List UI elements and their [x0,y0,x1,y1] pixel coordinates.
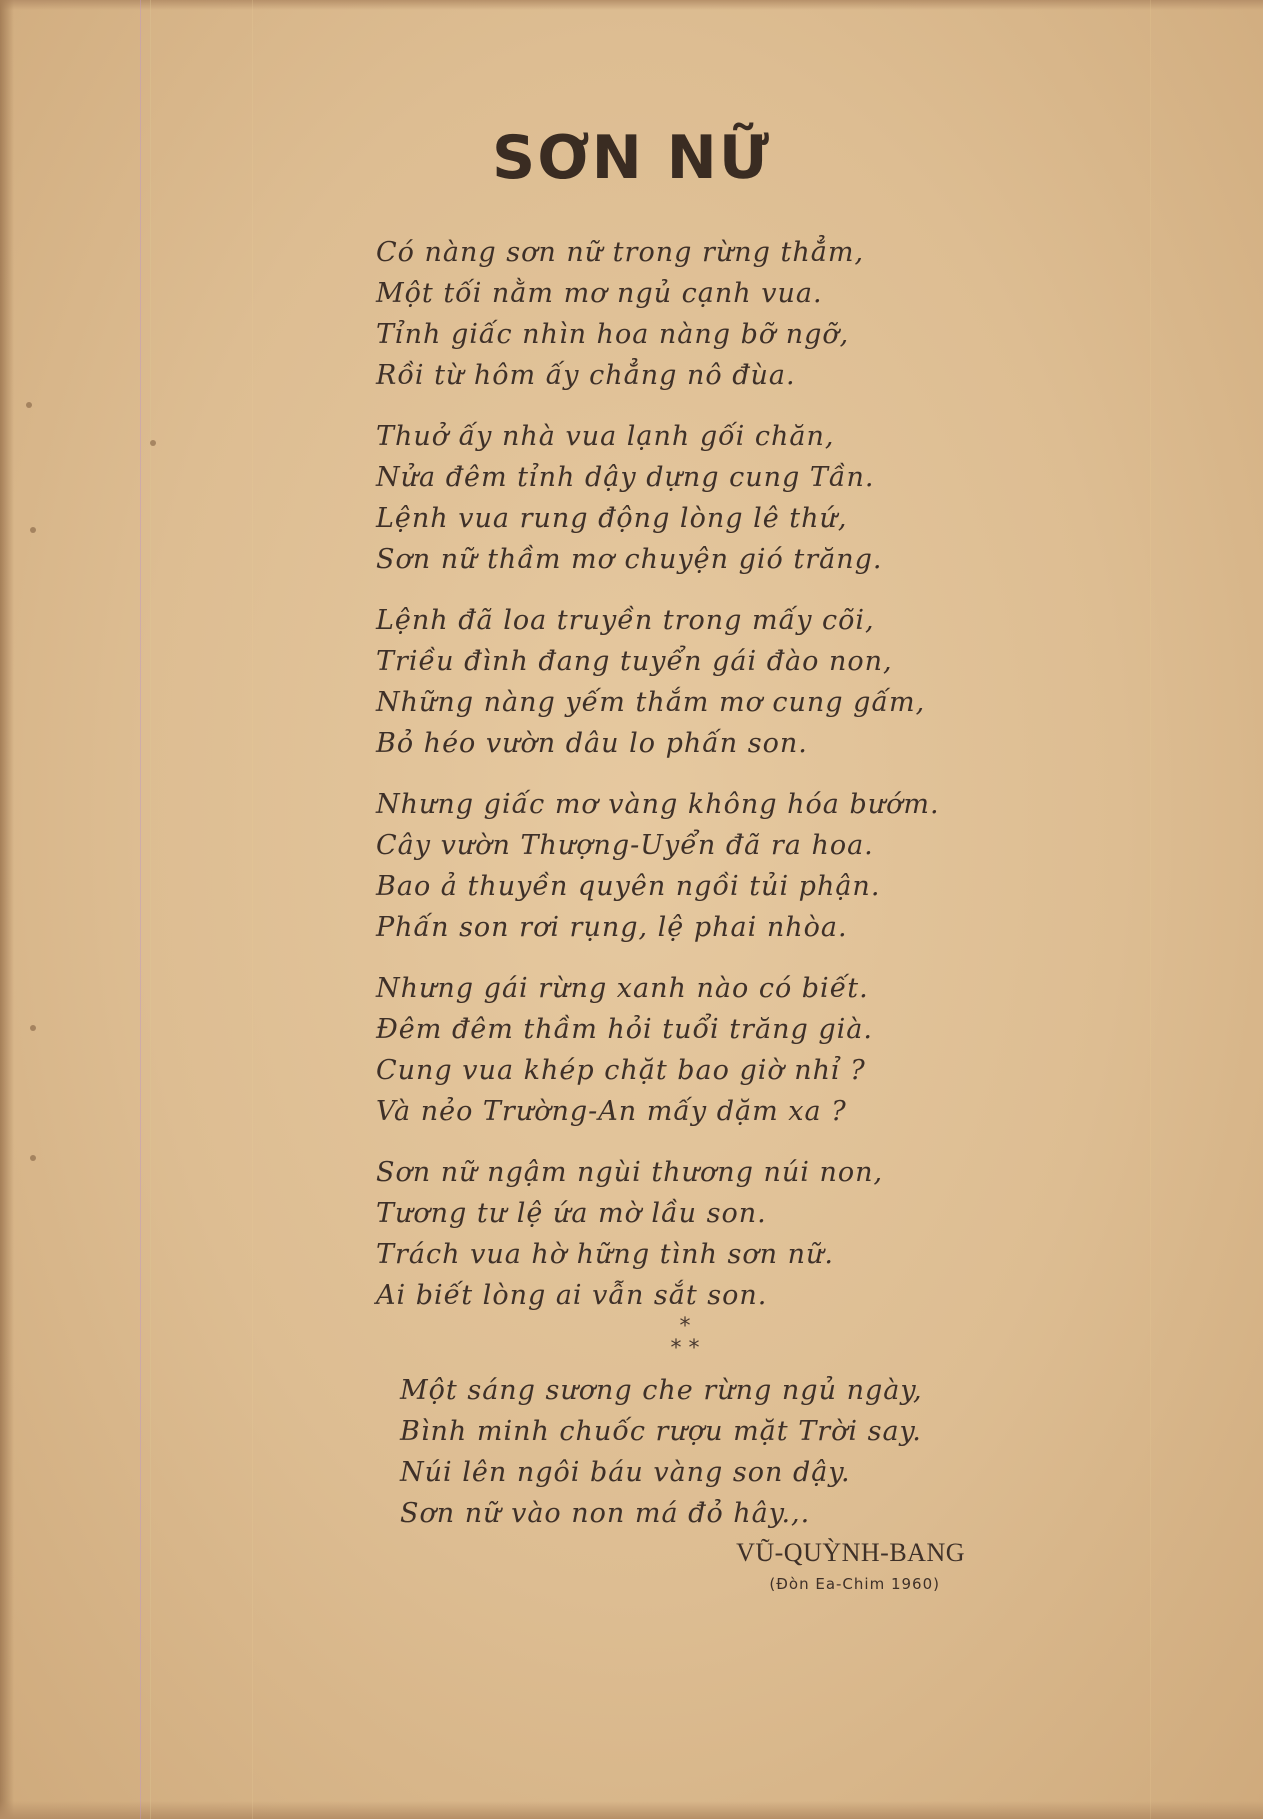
poem-line: Đêm đêm thầm hỏi tuổi trăng già. [376,1014,873,1045]
poem-line: Triều đình đang tuyển gái đào non, [376,646,893,677]
poem-line: Lệnh đã loa truyền trong mấy cõi, [376,605,875,636]
paper-speck [30,1155,36,1161]
stanza [376,232,996,396]
asterism-bottom: * * [670,1336,700,1361]
paper-speck [150,440,156,446]
page-edge-bottom [0,1801,1263,1819]
poem-line: Nhưng giấc mơ vàng không hóa bướm. [376,789,940,820]
source-note: (Đòn Ea-Chim 1960) [769,1575,940,1593]
poem-line: Trách vua hờ hững tình sơn nữ. [376,1239,834,1270]
final-stanza [400,1370,1020,1534]
poem-title: SƠN NỮ [491,123,772,193]
paper-rule-line [252,0,253,1819]
poem-line: Phấn son rơi rụng, lệ phai nhòa. [376,912,848,943]
poem-line: Ai biết lòng ai vẫn sắt son. [376,1280,768,1311]
paper-speck [30,527,36,533]
poem-line: Sơn nữ thầm mơ chuyện gió trăng. [376,544,883,575]
poem-line: Và nẻo Trường-An mấy dặm xa ? [376,1096,847,1127]
page-edge-left [0,0,14,1819]
page-edge-top [0,0,1263,10]
poem-line: Bỏ héo vườn dâu lo phấn son. [376,728,808,759]
poem-line: Những nàng yếm thắm mơ cung gấm, [376,687,926,718]
paper-rule-line [1150,0,1151,1819]
poem-body [376,232,996,1339]
paper-speck [30,1025,36,1031]
poem-line: Sơn nữ ngậm ngùi thương núi non, [376,1157,884,1188]
poem-line: Tương tư lệ ứa mờ lầu son. [376,1198,767,1229]
poem-line: Núi lên ngôi báu vàng son dậy. [400,1457,851,1488]
poem-line: Nhưng gái rừng xanh nào có biết. [376,973,869,1004]
poem-line: Một tối nằm mơ ngủ cạnh vua. [376,278,823,309]
poem-line: Một sáng sương che rừng ngủ ngày, [400,1375,923,1406]
poem-line: Sơn nữ vào non má đỏ hây.,. [400,1498,811,1529]
poem-line: Thuở ấy nhà vua lạnh gối chăn, [376,421,835,452]
poem-line: Nửa đêm tỉnh dậy dựng cung Tần. [376,462,875,493]
asterism-separator [655,1316,715,1360]
stanza [376,600,996,764]
poem-line: Có nàng sơn nữ trong rừng thẳm, [376,237,865,268]
poem-line: Cây vườn Thượng-Uyển đã ra hoa. [376,830,874,861]
poem-line: Bao ả thuyền quyên ngồi tủi phận. [376,871,881,902]
paper-rule-line [140,0,141,1819]
stanza [376,416,996,580]
paper-rule-line [150,0,151,1819]
stanza [376,784,996,948]
author-name: VŨ-QUỲNH-BANG [736,1538,965,1567]
paper-speck [26,402,32,408]
poem-line: Lệnh vua rung động lòng lê thứ, [376,503,848,534]
poem-line: Cung vua khép chặt bao giờ nhỉ ? [376,1055,866,1086]
stanza [376,968,996,1132]
asterism-top: * [679,1314,691,1339]
poem-line: Tỉnh giấc nhìn hoa nàng bỡ ngỡ, [376,319,850,350]
poem-line: Rồi từ hôm ấy chẳng nô đùa. [376,360,796,391]
poem-line: Bình minh chuốc rượu mặt Trời say. [400,1416,922,1447]
stanza [376,1152,996,1316]
